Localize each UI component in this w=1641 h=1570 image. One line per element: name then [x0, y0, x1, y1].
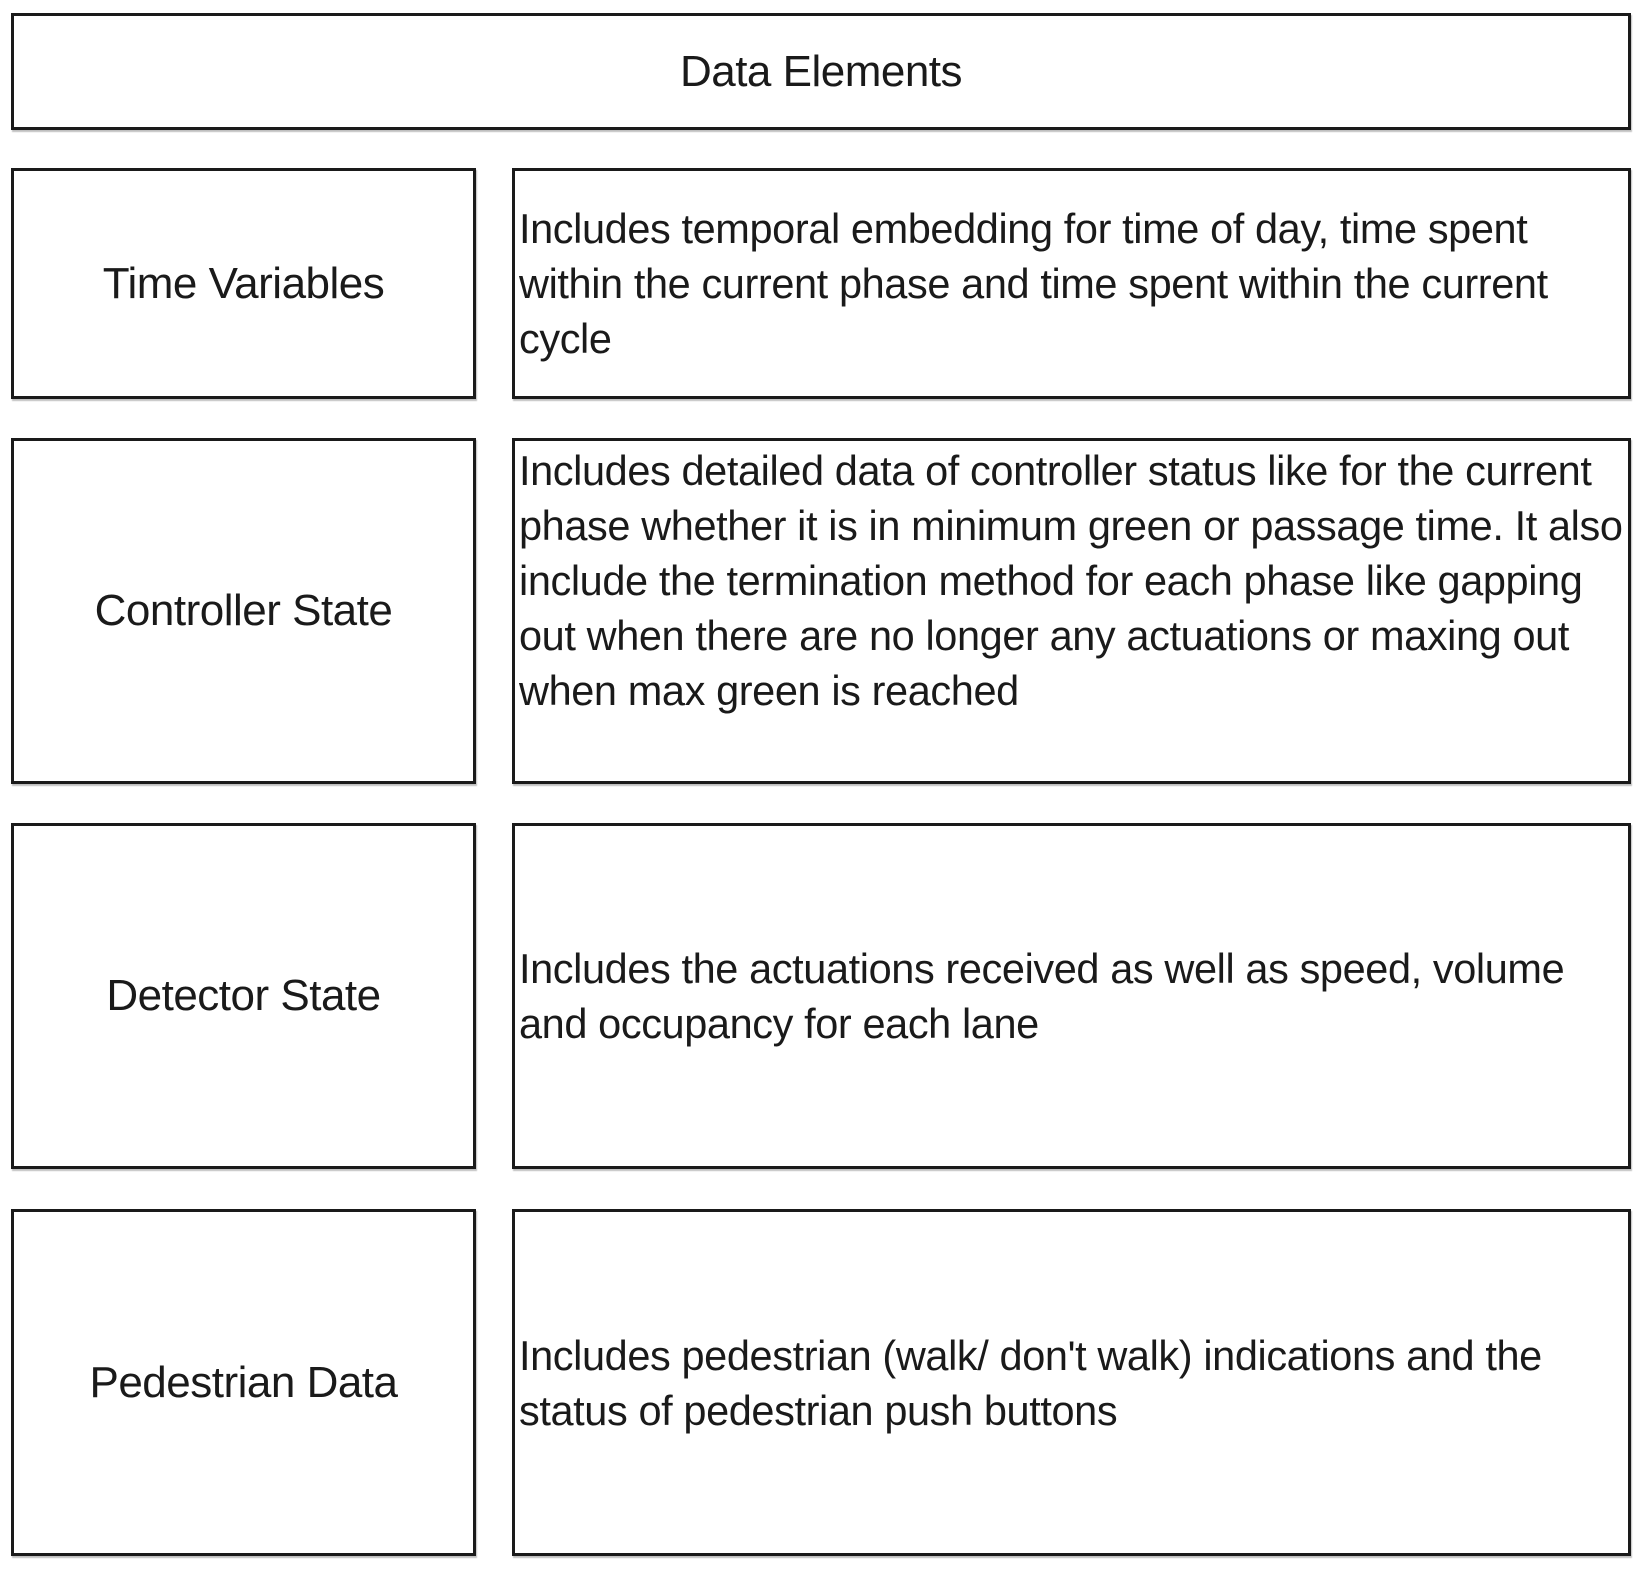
row-description-text: Includes pedestrian (walk/ don't walk) indications and the status of pedestrian push buttons [519, 1331, 1542, 1434]
row-label-time-variables [11, 168, 476, 399]
row-label-text: Controller State [94, 586, 393, 635]
row-description-controller-state [512, 438, 1631, 784]
row-label-text: Detector State [106, 971, 381, 1020]
row-label-text: Pedestrian Data [89, 1357, 398, 1407]
row-description-text: Includes temporal embedding for time of day, time spent within the current phase and time spent within the current cycle [519, 205, 1548, 362]
row-label-detector-state [11, 823, 476, 1169]
row-description-pedestrian-data [512, 1209, 1631, 1556]
row-description-text: Includes the actuations received as well as speed, volume and occupancy for each lane [519, 945, 1565, 1047]
row-label-controller-state [11, 438, 476, 784]
diagram-title: Data Elements [679, 46, 963, 96]
row-label-text: Time Variables [102, 258, 385, 308]
row-description-text: Includes detailed data of controller status like for the current phase whether it is in minimum green or passage time. It also include the termination method for each phase like gapping out when there are no longer any actuations or maxing out when max green is reached [519, 447, 1623, 714]
row-label-pedestrian-data [11, 1209, 476, 1556]
row-description-time-variables [512, 168, 1631, 399]
diagram-title-box [11, 13, 1631, 130]
row-description-detector-state [512, 823, 1631, 1169]
